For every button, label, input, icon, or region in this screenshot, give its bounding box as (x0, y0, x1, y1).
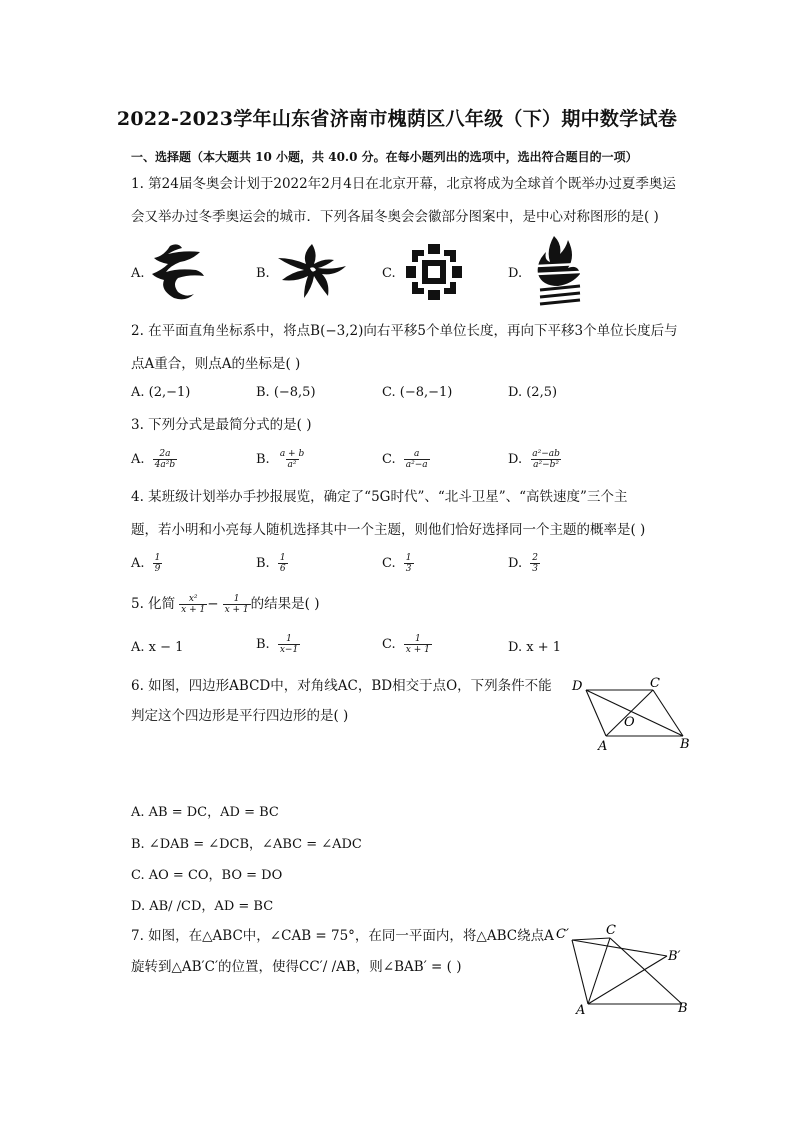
denominator: 4a²b (154, 460, 176, 470)
q4-option-c (382, 553, 414, 574)
label-c-prime: C′ (556, 927, 569, 942)
emblem-d-icon (532, 234, 584, 310)
q4-option-a (131, 553, 162, 574)
denominator: a²−b² (533, 460, 559, 470)
q4-option-a-label: A. (131, 556, 145, 571)
segment-cpbp (572, 940, 667, 956)
label-b: B (680, 737, 690, 752)
q3-fraction-b (278, 449, 306, 470)
q3-option-c (382, 449, 430, 470)
numerator: 1 (414, 634, 421, 644)
q4-option-d-label: D. (508, 556, 523, 571)
q4-option-b-label: B. (256, 556, 270, 571)
label-c: C (606, 923, 616, 938)
q6-option-b: B. ∠DAB = ∠DCB，∠ABC = ∠ADC (131, 837, 362, 852)
question-2-line-2: 点A重合，则点A的坐标是( ) (131, 356, 301, 372)
q5-fraction-2 (223, 594, 251, 615)
q5-option-d: D. x + 1 (508, 640, 561, 655)
q3-option-a (131, 449, 177, 470)
q5-fraction-1 (179, 594, 207, 615)
numerator: a (414, 449, 420, 459)
label-a: A (598, 739, 608, 754)
question-2-line-1: 2. 在平面直角坐标系中，将点B(−3,2)向右平移5个单位长度，再向下平移3个单位长度后与 (131, 323, 678, 339)
numerator: x² (188, 594, 198, 604)
denominator: a² (287, 460, 297, 470)
segment-cpc (572, 938, 610, 940)
rotation-figure (552, 918, 702, 1024)
q5-suffix: 的结果是( ) (250, 596, 320, 612)
denominator: x + 1 (224, 605, 249, 615)
question-1-line-2: 会又举办过冬季奥运会的城市．下列各届冬奥会会徽部分图案中，是中心对称图形的是( ) (131, 209, 659, 225)
q3-option-d (508, 449, 562, 470)
question-7-line-2: 旋转到△AB′C′的位置，使得CC′/ /AB，则∠BAB′ = ( ) (131, 959, 462, 975)
question-3-line-1: 3. 下列分式是最简分式的是( ) (131, 417, 312, 433)
q6-option-a: A. AB = DC，AD = BC (131, 805, 279, 820)
numerator: 1 (279, 553, 286, 563)
q5-option-b-label: B. (256, 637, 270, 652)
question-4-line-1: 4. 某班级计划举办手抄报展览，确定了“5G时代”、“北斗卫星”、“高铁速度”三个主 (131, 489, 628, 505)
numerator: 1 (154, 553, 161, 563)
q2-option-a: A. (2,−1) (131, 385, 191, 400)
q3-option-b-label: B. (256, 452, 270, 467)
q2-option-d: D. (2,5) (508, 385, 558, 400)
q5-option-a: A. x − 1 (131, 640, 184, 655)
emblem-b-icon (274, 240, 350, 306)
q3-fraction-a (153, 449, 177, 470)
q1-option-b-label: B. (256, 266, 270, 281)
q4-option-b (256, 553, 288, 574)
question-5-line-1 (131, 592, 319, 616)
q3-option-a-label: A. (131, 452, 145, 467)
denominator: x−1 (279, 645, 299, 655)
denominator: 6 (279, 564, 286, 574)
question-1-line-1: 1. 第24届冬奥会计划于2022年2月4日在北京开幕，北京将成为全球首个既举办过夏季奥运 (131, 176, 676, 192)
numerator: 1 (233, 594, 240, 604)
denominator: 3 (532, 564, 538, 574)
q5-option-c (382, 634, 432, 655)
q1-option-d-label: D. (508, 266, 523, 281)
label-a: A (576, 1003, 586, 1018)
q3-option-b (256, 449, 306, 470)
label-b: B (678, 1001, 688, 1016)
numerator: a + b (279, 449, 305, 459)
numerator: 2a (159, 449, 171, 459)
q3-option-d-label: D. (508, 452, 523, 467)
label-o: O (624, 715, 635, 730)
question-6-line-1: 6. 如图，四边形ABCD中，对角线AC，BD相交于点O，下列条件不能 (131, 678, 552, 694)
page-title: 2022-2023学年山东省济南市槐荫区八年级（下）期中数学试卷 (116, 108, 678, 130)
numerator: a²−ab (532, 449, 560, 459)
question-7-line-1: 7. 如图，在△ABC中，∠CAB = 75°，在同一平面内，将△ABC绕点A (131, 928, 554, 944)
q1-option-a-label: A. (131, 266, 145, 281)
emblem-c-icon (404, 242, 464, 306)
denominator: x + 1 (405, 645, 430, 655)
q4-fraction-b (278, 553, 288, 574)
q6-option-c: C. AO = CO，BO = DO (131, 868, 283, 883)
q5-fraction-c (404, 634, 432, 655)
q5-option-c-label: C. (382, 637, 396, 652)
question-6-line-2: 判定这个四边形是平行四边形的是( ) (131, 708, 349, 724)
q4-option-c-label: C. (382, 556, 396, 571)
label-d: D (572, 679, 583, 694)
label-b-prime: B′ (668, 949, 681, 964)
q2-option-c: C. (−8,−1) (382, 385, 453, 400)
denominator: x + 1 (181, 605, 206, 615)
q4-fraction-c (404, 553, 414, 574)
q4-fraction-a (153, 553, 163, 574)
q5-option-b (256, 634, 300, 655)
numerator: 1 (286, 634, 292, 644)
denominator: 3 (405, 564, 412, 574)
question-4-line-2: 题，若小明和小亮每人随机选择其中一个主题，则他们恰好选择同一个主题的概率是( ) (131, 522, 646, 538)
q5-minus: − (207, 596, 219, 612)
label-c: C (650, 676, 660, 691)
q4-fraction-d (530, 553, 540, 574)
side-da (586, 690, 606, 736)
segment-ac (588, 938, 610, 1004)
numerator: 2 (532, 553, 538, 563)
q3-option-c-label: C. (382, 452, 396, 467)
emblem-a-icon (148, 240, 214, 306)
q3-fraction-d (530, 449, 562, 470)
numerator: 1 (405, 553, 412, 563)
q3-fraction-c (404, 449, 430, 470)
parallelogram-figure (568, 674, 698, 758)
denominator: 9 (154, 564, 161, 574)
q6-option-d: D. AB/ /CD，AD = BC (131, 899, 274, 914)
segment-acp (572, 940, 588, 1004)
q5-prefix: 5. 化简 (131, 596, 176, 612)
q1-option-c-label: C. (382, 266, 396, 281)
q2-option-b: B. (−8,5) (256, 385, 316, 400)
q4-option-d (508, 553, 540, 574)
q5-fraction-b (278, 634, 300, 655)
denominator: a²−a (405, 460, 428, 470)
section-heading: 一、选择题（本大题共 10 小题，共 40.0 分。在每小题列出的选项中，选出符合题目的一项） (131, 150, 638, 164)
